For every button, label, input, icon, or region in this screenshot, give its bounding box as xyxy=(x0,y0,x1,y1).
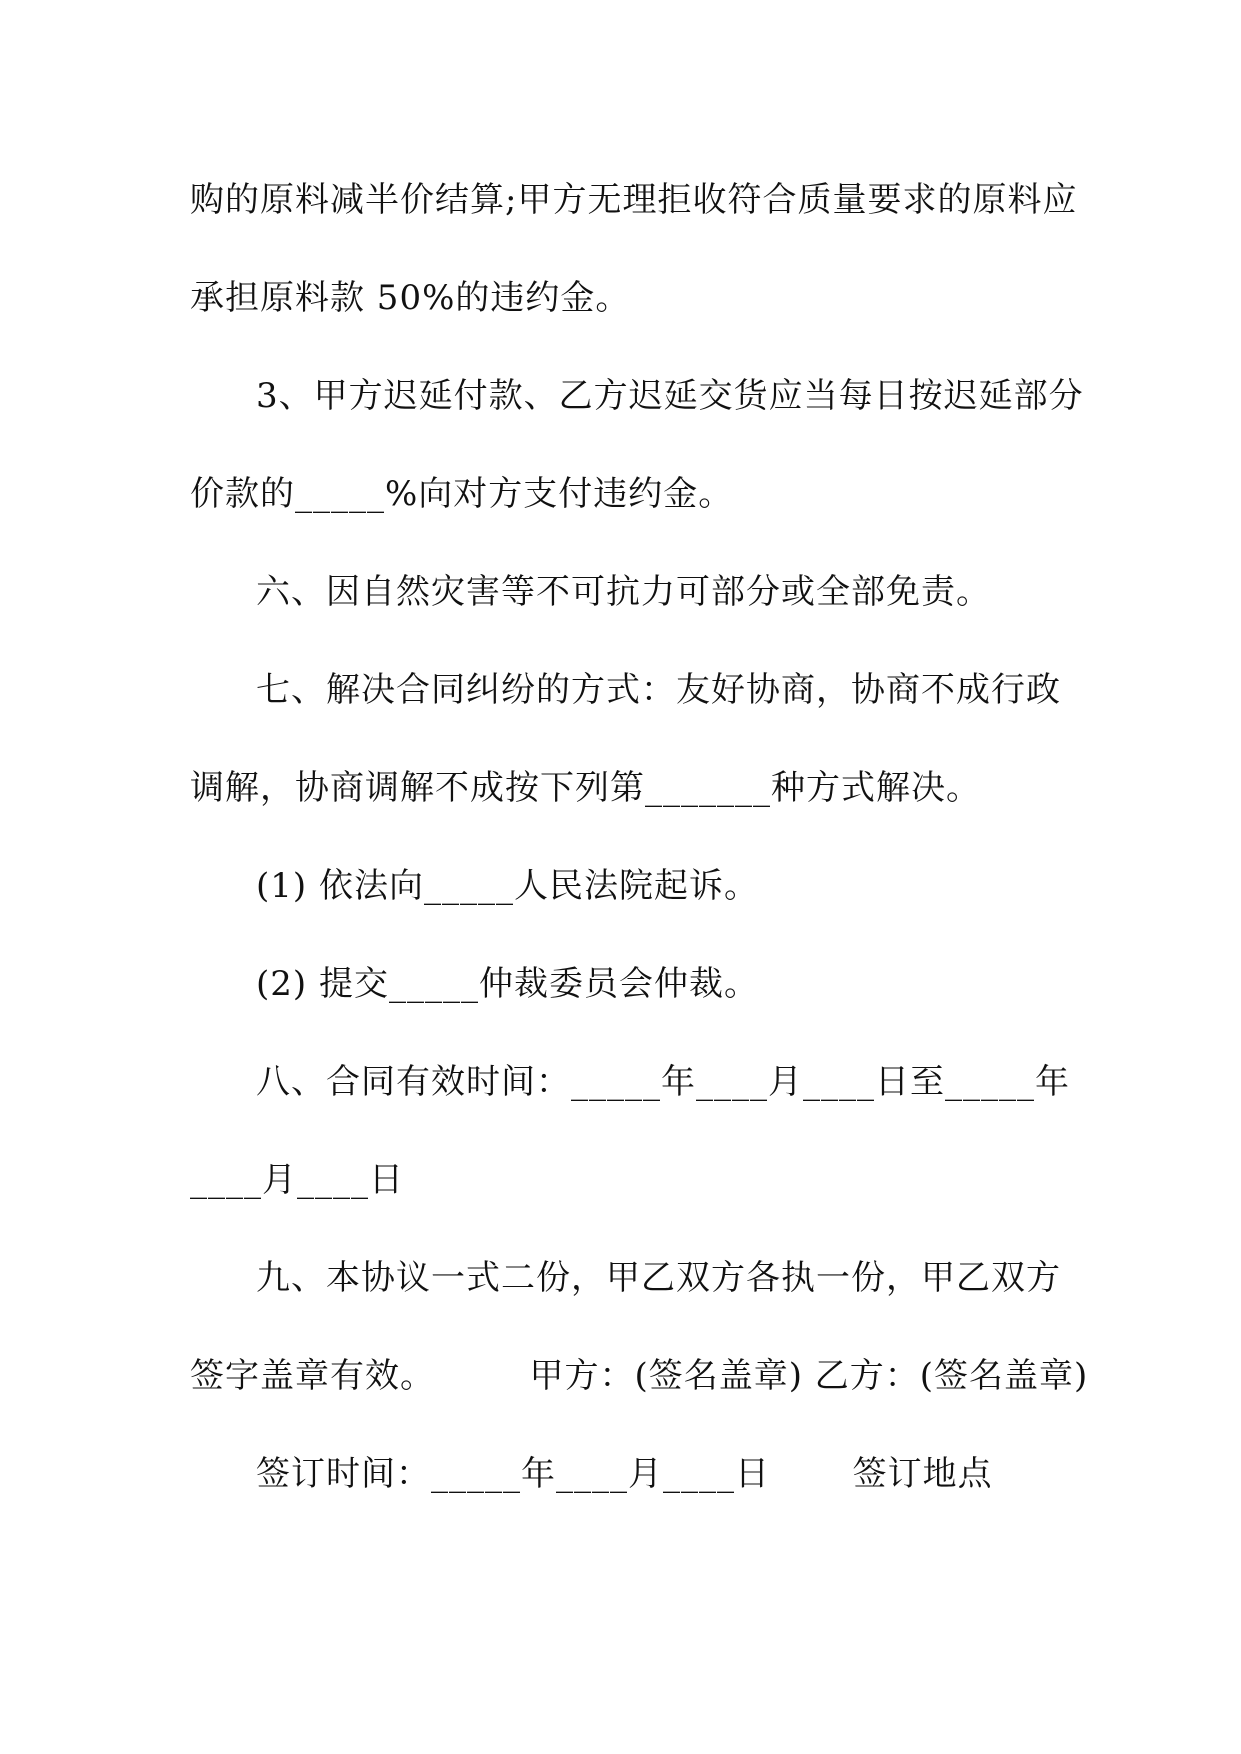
clause-9-line-1: 九、本协议一式二份，甲乙双方各执一份，甲乙双方 xyxy=(256,1258,1061,1298)
clause-3-line-2: 价款的_____%向对方支付违约金。 xyxy=(190,474,734,514)
clause-6: 六、因自然灾害等不可抗力可部分或全部免责。 xyxy=(256,572,991,612)
text-line-1: 购的原料减半价结算;甲方无理拒收符合质量要求的原料应 xyxy=(190,180,1078,220)
clause-7-option-2: (2) 提交_____仲裁委员会仲裁。 xyxy=(256,964,759,1004)
clause-7-line-2: 调解，协商调解不成按下列第_______种方式解决。 xyxy=(190,768,981,808)
clause-9-line-2: 签字盖章有效。 甲方：(签名盖章) 乙方：(签名盖章) xyxy=(190,1356,1089,1396)
signing-line: 签订时间：_____年____月____日 签订地点 xyxy=(256,1454,993,1494)
clause-8-line-1: 八、合同有效时间：_____年____月____日至_____年 xyxy=(256,1062,1070,1102)
clause-3-line-1: 3、甲方迟延付款、乙方迟延交货应当每日按迟延部分 xyxy=(256,376,1084,416)
clause-8-line-2: ____月____日 xyxy=(190,1160,404,1200)
clause-7-option-1: (1) 依法向_____人民法院起诉。 xyxy=(256,866,759,906)
text-line-2: 承担原料款 50%的违约金。 xyxy=(190,278,631,318)
clause-7-line-1: 七、解决合同纠纷的方式：友好协商，协商不成行政 xyxy=(256,670,1061,710)
